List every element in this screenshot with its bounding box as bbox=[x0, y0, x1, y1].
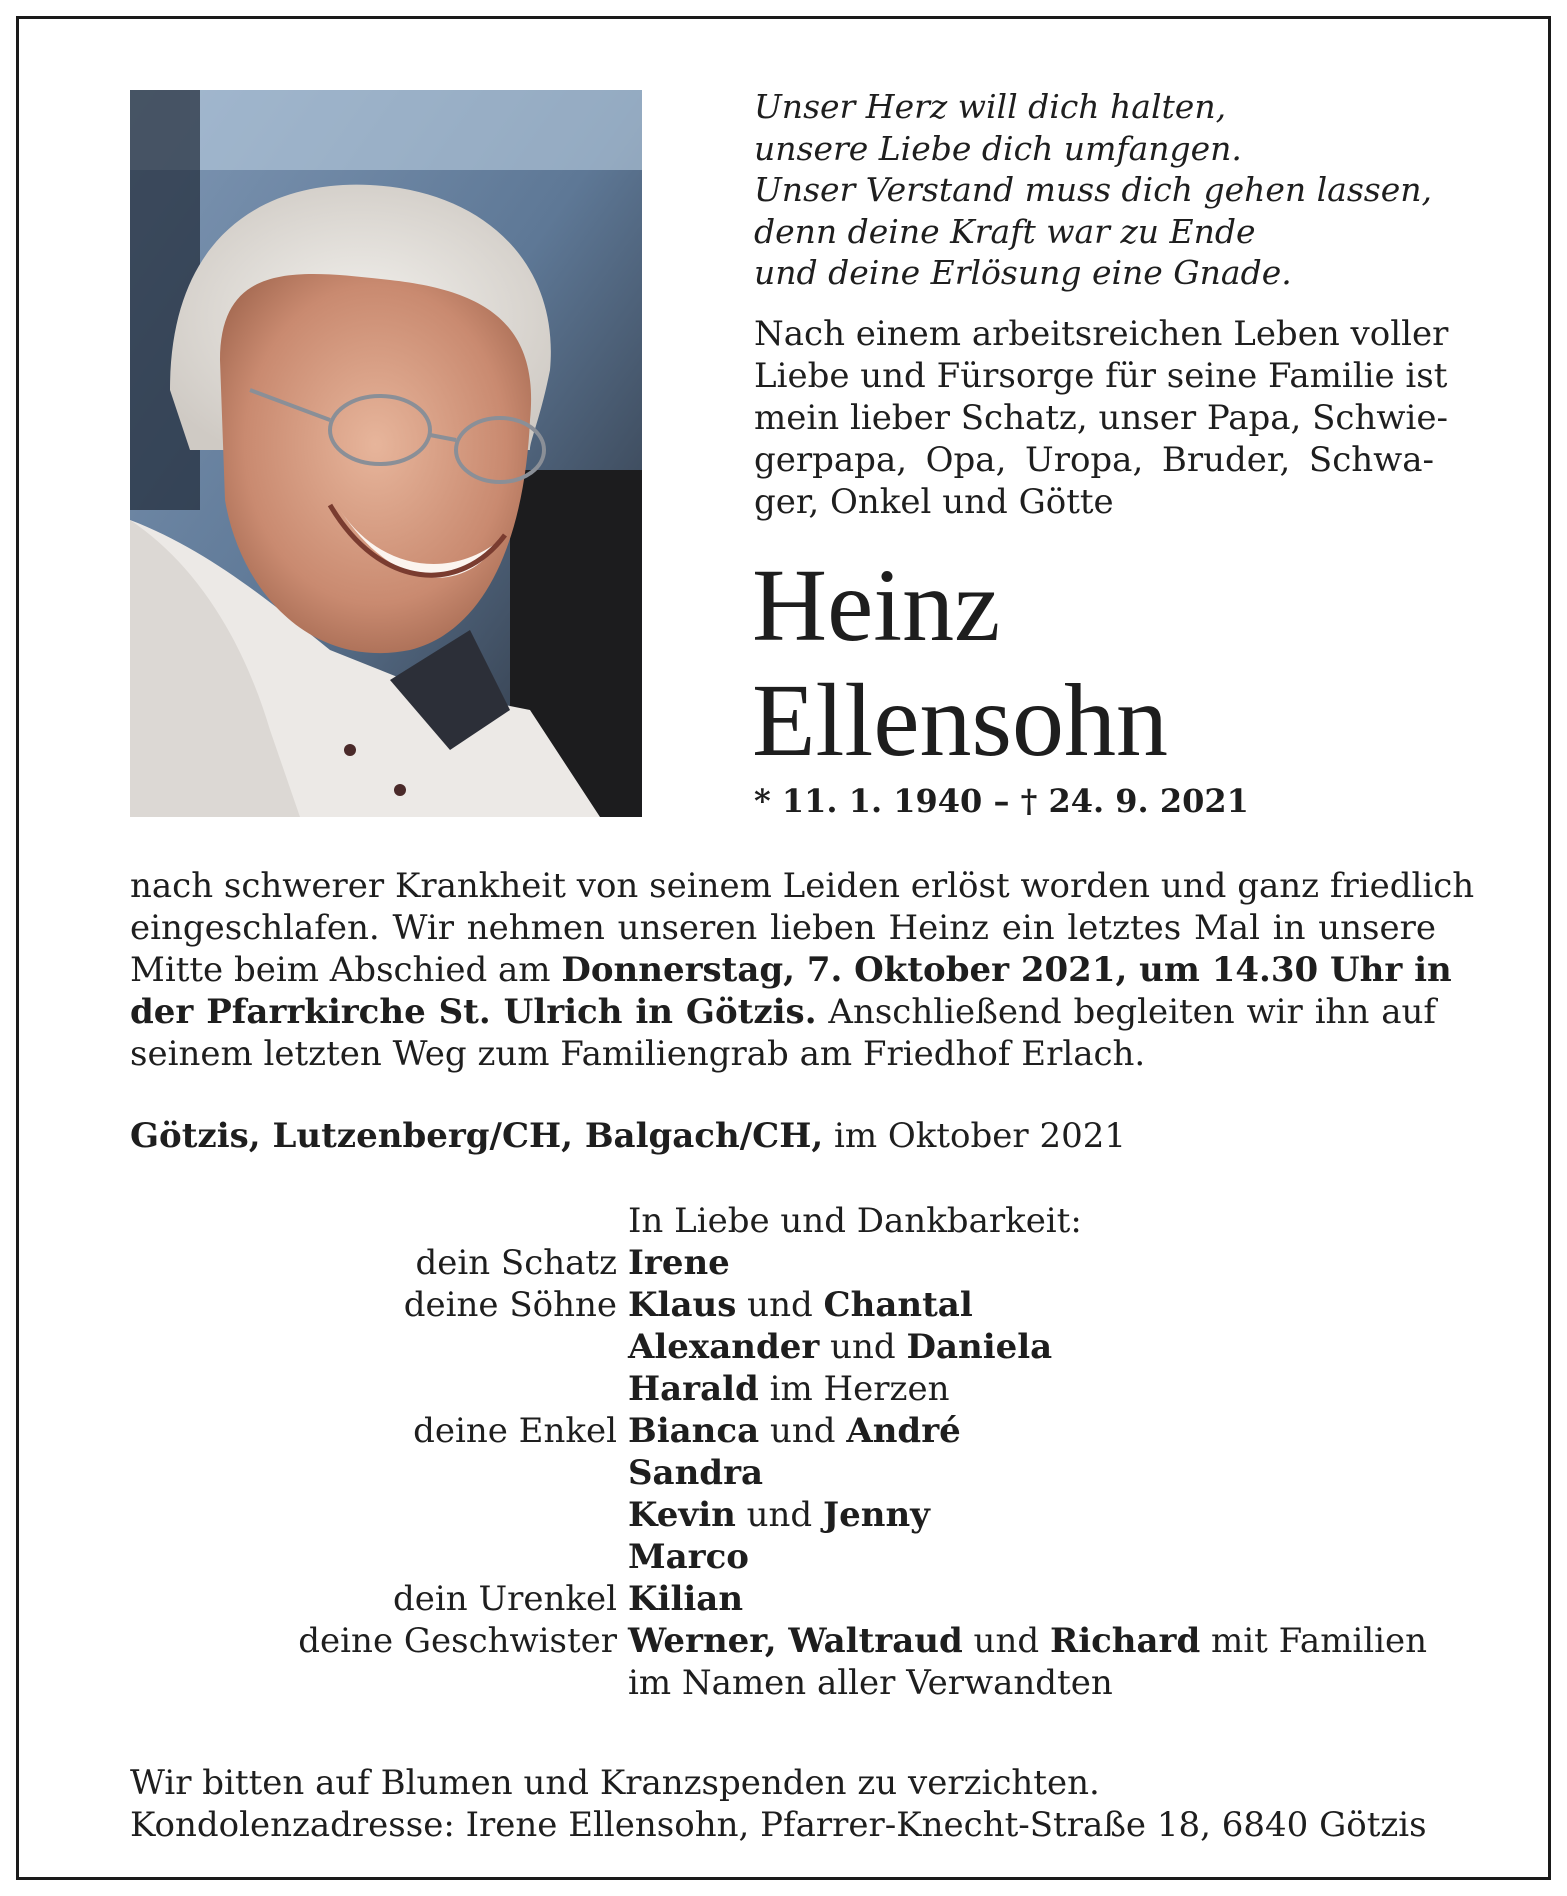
service-location: der Pfarrkirche St. Ulrich in Götzis. bbox=[130, 992, 817, 1032]
conjunction: und bbox=[962, 1621, 1050, 1661]
mourner-row bbox=[0, 1410, 1567, 1452]
mourner-name: Jenny bbox=[823, 1495, 930, 1535]
intro-line: Liebe und Fürsorge für seine Familie ist bbox=[754, 356, 1448, 396]
relation-label: dein Schatz bbox=[415, 1243, 617, 1283]
poem-line: und deine Erlösung eine Gnade. bbox=[754, 253, 1292, 292]
mourner-name: Werner, Waltraud bbox=[628, 1621, 963, 1661]
places: Götzis, Lutzenberg/CH, Balgach/CH, bbox=[130, 1116, 824, 1156]
month: im Oktober 2021 bbox=[823, 1116, 1126, 1156]
mourner-row bbox=[0, 1368, 1567, 1410]
condolence-address: Kondolenzadresse: Irene Ellensohn, Pfarrer-Knecht-Straße 18, 6840 Götzis bbox=[130, 1805, 1427, 1845]
mourner-name: Harald bbox=[628, 1369, 759, 1409]
life-dates: * 11. 1. 1940 – † 24. 9. 2021 bbox=[754, 782, 1249, 820]
mourner-name: Kevin bbox=[628, 1495, 736, 1535]
mourner-row bbox=[0, 1662, 1567, 1704]
mourner-name: Bianca bbox=[628, 1411, 760, 1451]
mourner-names bbox=[628, 1368, 949, 1410]
text-run: Mitte beim Abschied am bbox=[130, 950, 562, 990]
intro-line: mein lieber Schatz, unser Papa, Schwie- bbox=[754, 398, 1448, 438]
conjunction: und bbox=[735, 1495, 824, 1535]
mourner-name: Klaus bbox=[628, 1285, 737, 1325]
mourner-row bbox=[0, 1242, 1567, 1284]
announcement-line: seinem letzten Weg zum Familiengrab am Friedhof Erlach. bbox=[130, 1034, 1146, 1074]
last-name: Ellensohn bbox=[752, 663, 1168, 778]
mourner-name: Marco bbox=[628, 1537, 749, 1577]
mourner-name: Chantal bbox=[823, 1285, 973, 1325]
mourner-names bbox=[628, 1326, 1052, 1368]
portrait-photo bbox=[130, 90, 642, 817]
mourner-name: Richard bbox=[1049, 1621, 1201, 1661]
mourner-name: André bbox=[846, 1411, 961, 1451]
deceased-name bbox=[752, 548, 1168, 778]
relation-label: deine Enkel bbox=[413, 1411, 617, 1451]
mourner-row bbox=[0, 1620, 1567, 1662]
relation-label: deine Söhne bbox=[403, 1285, 617, 1325]
text-run: im Herzen bbox=[758, 1369, 950, 1409]
mourner-names bbox=[628, 1452, 763, 1494]
announcement-line bbox=[130, 949, 1452, 991]
mourner-names bbox=[628, 1620, 1427, 1662]
mourner-names bbox=[628, 1284, 973, 1326]
mourner-name: Daniela bbox=[906, 1327, 1053, 1367]
poem-line: denn deine Kraft war zu Ende bbox=[754, 211, 1256, 251]
footer-notes bbox=[130, 1762, 1427, 1846]
mourner-row bbox=[0, 1536, 1567, 1578]
mourner-names bbox=[628, 1494, 930, 1536]
mourners-heading: In Liebe und Dankbarkeit: bbox=[628, 1201, 1082, 1241]
mourner-name: Alexander bbox=[628, 1327, 820, 1367]
intro-line: Nach einem arbeitsreichen Leben voller bbox=[754, 314, 1449, 354]
relation-label: dein Urenkel bbox=[393, 1579, 617, 1619]
mourner-name: Sandra bbox=[628, 1453, 764, 1493]
poem-line: Unser Herz will dich halten, bbox=[754, 87, 1227, 126]
intro-line: gerpapa, Opa, Uropa, Bruder, Schwa- bbox=[754, 440, 1434, 480]
service-date: Donnerstag, 7. Oktober 2021, um 14.30 Uhr in bbox=[561, 950, 1452, 990]
mourner-names bbox=[628, 1242, 730, 1284]
announcement-text bbox=[130, 865, 1475, 1075]
conjunction: und bbox=[736, 1285, 824, 1325]
intro-text bbox=[754, 313, 1449, 523]
mourner-row bbox=[0, 1494, 1567, 1536]
announcement-line: nach schwerer Krankheit von seinem Leiden erlöst worden und ganz friedlich bbox=[130, 866, 1475, 906]
text-run: Anschließend begleiten wir ihn auf bbox=[816, 992, 1436, 1032]
relatives-note: im Namen aller Verwandten bbox=[628, 1663, 1113, 1703]
mourner-name: Irene bbox=[628, 1243, 730, 1283]
place-and-date bbox=[130, 1116, 1126, 1156]
relation-label: deine Geschwister bbox=[298, 1621, 617, 1661]
mourner-row bbox=[0, 1284, 1567, 1326]
mourner-row bbox=[0, 1326, 1567, 1368]
mourner-names bbox=[628, 1410, 961, 1452]
text-run: mit Familien bbox=[1200, 1621, 1428, 1661]
mourner-row bbox=[0, 1578, 1567, 1620]
mourner-name: Kilian bbox=[628, 1579, 744, 1619]
first-name: Heinz bbox=[752, 548, 1001, 663]
announcement-line bbox=[130, 991, 1436, 1033]
conjunction: und bbox=[759, 1411, 847, 1451]
poem bbox=[754, 86, 1474, 294]
conjunction: und bbox=[819, 1327, 907, 1367]
poem-line: unsere Liebe dich umfangen. bbox=[754, 128, 1242, 168]
mourners-list bbox=[0, 1200, 1567, 1704]
mourners-heading-row bbox=[0, 1200, 1567, 1242]
mourner-names bbox=[628, 1578, 743, 1620]
flowers-note: Wir bitten auf Blumen und Kranzspenden zu verzichten. bbox=[130, 1763, 1100, 1803]
intro-line: ger, Onkel und Götte bbox=[754, 482, 1114, 522]
mourner-names bbox=[628, 1536, 749, 1578]
mourner-row bbox=[0, 1452, 1567, 1494]
announcement-line: eingeschlafen. Wir nehmen unseren lieben Heinz ein letztes Mal in unsere bbox=[130, 908, 1436, 948]
poem-line: Unser Verstand muss dich gehen lassen, bbox=[754, 170, 1432, 209]
